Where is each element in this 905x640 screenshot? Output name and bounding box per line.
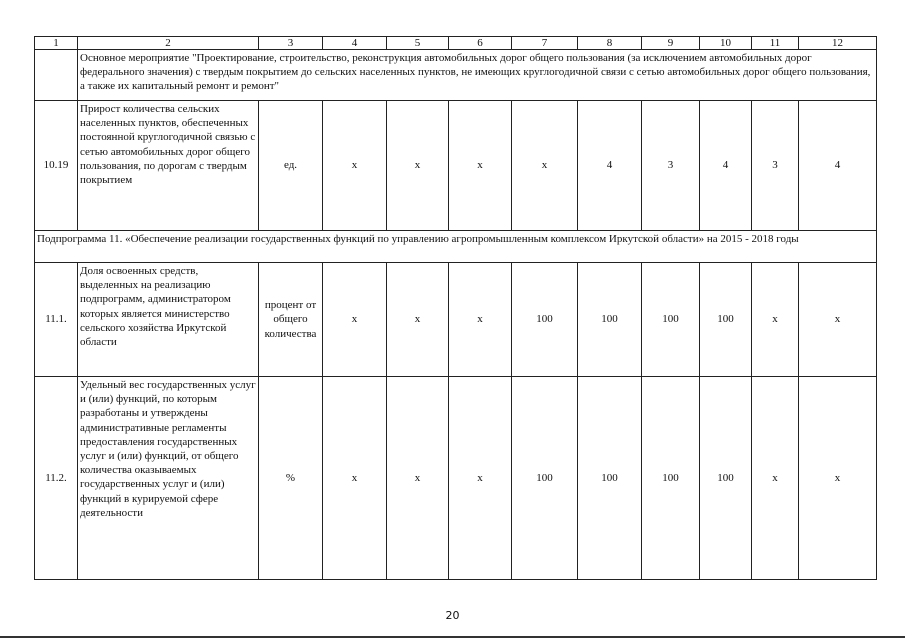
value-cell: 4 [799,101,877,231]
column-number: 5 [387,37,449,50]
value-cell: 100 [700,377,752,580]
unit-cell: % [259,377,323,580]
value-cell: х [752,377,799,580]
value-cell: 3 [642,101,700,231]
empty-cell [35,50,78,101]
subprogram-row [35,231,877,263]
page-number: 20 [445,609,460,622]
row-number: 11.1. [35,263,78,377]
column-number: 3 [259,37,323,50]
value-cell: х [323,101,387,231]
value-cell: 100 [512,263,578,377]
value-cell: х [799,263,877,377]
column-number: 11 [752,37,799,50]
value-cell: х [387,101,449,231]
value-cell: 100 [700,263,752,377]
value-cell: 4 [578,101,642,231]
value-cell: 100 [512,377,578,580]
column-number: 6 [449,37,512,50]
bottom-rule [0,636,905,638]
indicator-table [34,36,877,580]
value-cell: 3 [752,101,799,231]
column-number: 4 [323,37,387,50]
column-number: 10 [700,37,752,50]
table-row [35,377,877,580]
indicator-name: Прирост количества сельских населенных пунктов, обеспеченных постоянной круглогодичной связью с сетью автомобильных дорог общего пользования, по дорогам с твердым покрытием [78,101,259,231]
value-cell: х [449,377,512,580]
value-cell: х [752,263,799,377]
indicator-name: Удельный вес государственных услуг и (или) функций, по которым разработаны и утверждены административные регламенты предоставления государственных услуг и (или) функций, от общего количества оказываемых государственных услуг и (или) функций в курируемой сфере деятельности [78,377,259,580]
value-cell: 100 [578,263,642,377]
value-cell: х [387,377,449,580]
column-number: 8 [578,37,642,50]
row-number: 10.19 [35,101,78,231]
subprogram-title: Подпрограмма 11. «Обеспечение реализации государственных функций по управлению агропромышленным комплексом Иркутской области» на 2015 - 2018 годы [35,231,877,263]
unit-cell: ед. [259,101,323,231]
value-cell: 4 [700,101,752,231]
column-number: 9 [642,37,700,50]
table-row [35,101,877,231]
table-row [35,263,877,377]
main-event-row [35,50,877,101]
value-cell: х [799,377,877,580]
indicator-name: Доля освоенных средств, выделенных на реализацию подпрограмм, администратором которых является министерство сельского хозяйства Иркутской области [78,263,259,377]
value-cell: 100 [642,377,700,580]
value-cell: 100 [642,263,700,377]
unit-cell: процент от общего количества [259,263,323,377]
column-number: 1 [35,37,78,50]
row-number: 11.2. [35,377,78,580]
column-number-row [35,37,877,50]
value-cell: х [449,101,512,231]
value-cell: х [449,263,512,377]
value-cell: х [323,377,387,580]
column-number: 7 [512,37,578,50]
column-number: 12 [799,37,877,50]
value-cell: х [387,263,449,377]
main-event-text: Основное мероприятие "Проектирование, строительство, реконструкция автомобильных дорог общего пользования (за исключением автомобильных дорог федерального значения) с твердым покрытием до сельских населенных пунктов, не имеющих круглогодичной связи с сетью автомобильных дорог общего пользования, а также их капитальный ремонт и ремонт" [78,50,877,101]
value-cell: 100 [578,377,642,580]
column-number: 2 [78,37,259,50]
value-cell: х [512,101,578,231]
value-cell: х [323,263,387,377]
